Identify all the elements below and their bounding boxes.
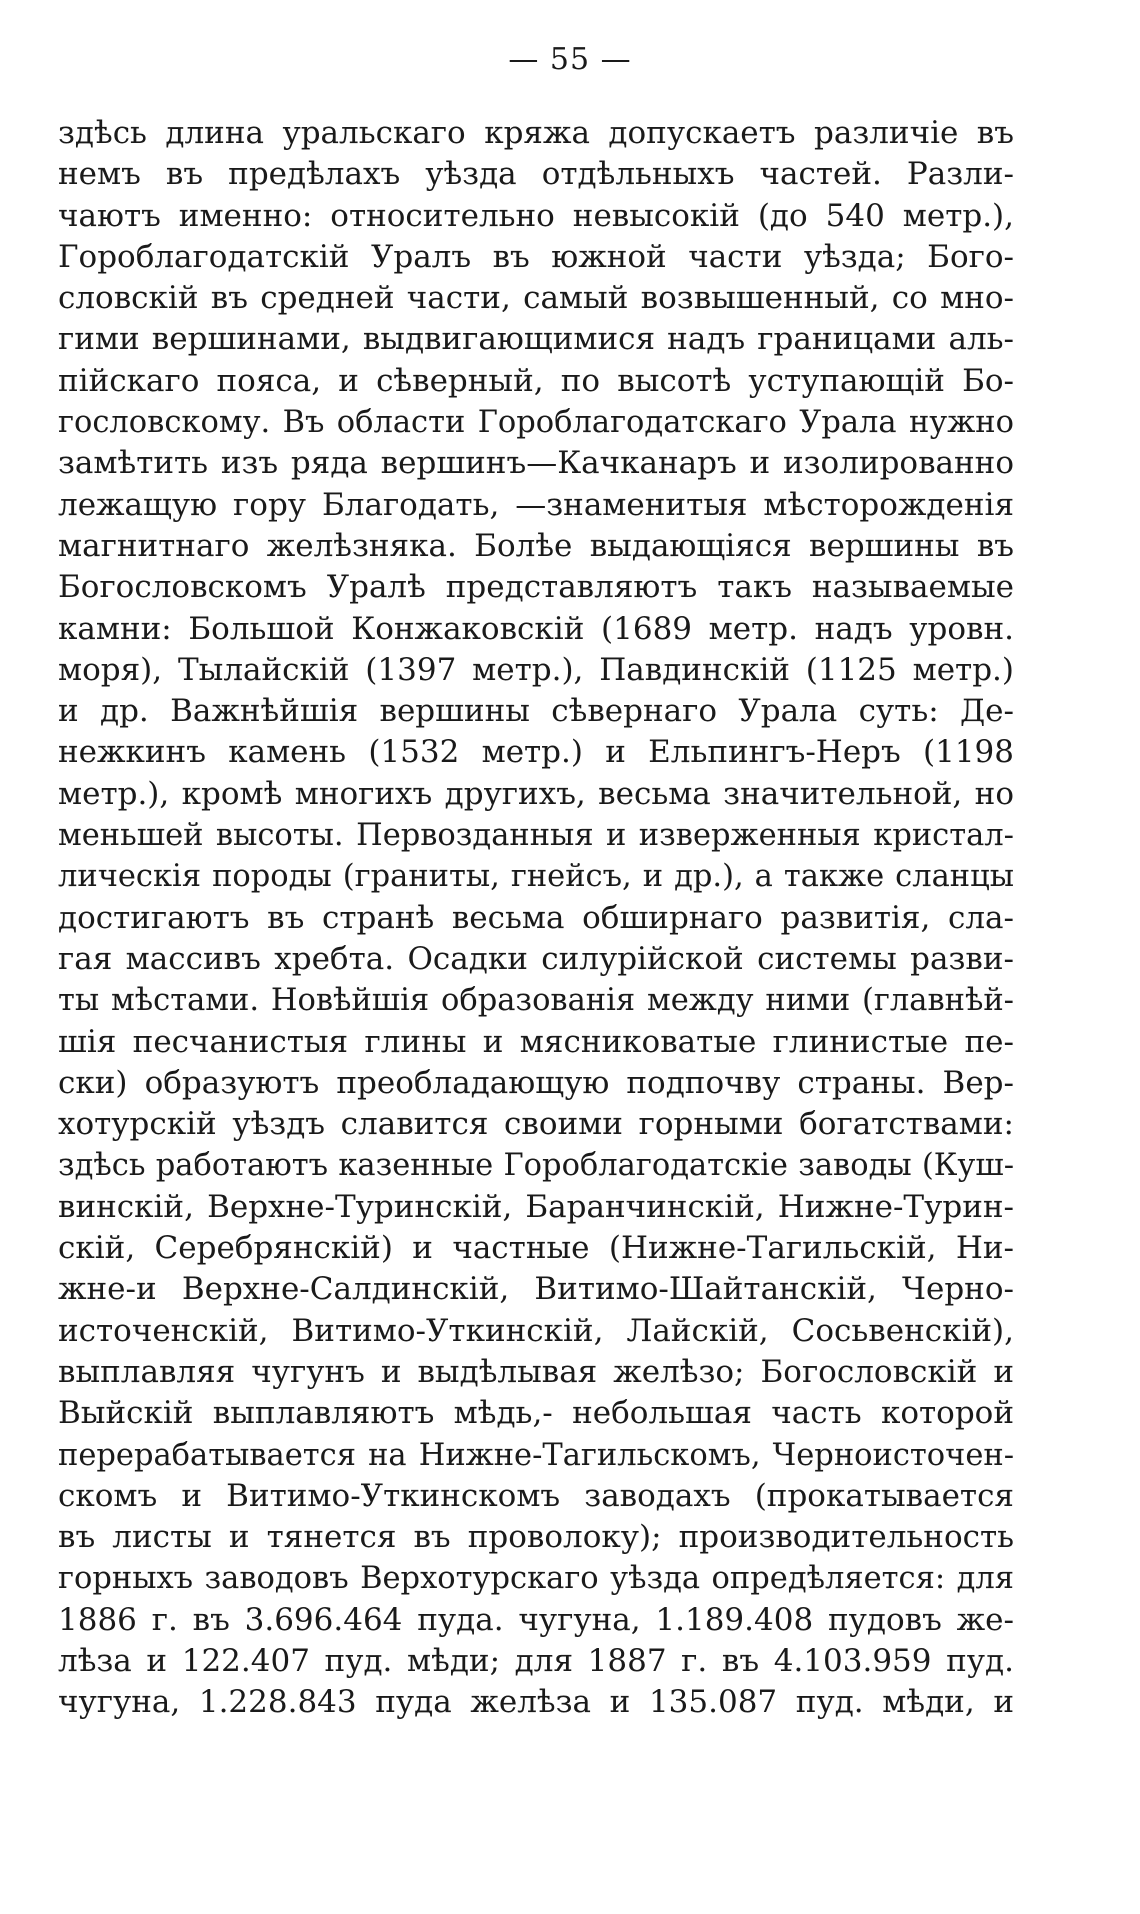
text-line: здѣсь работаютъ казенные Гороблагодатскіе заводы (Куш- [58,1148,1014,1184]
text-line: ски) образуютъ преобладающую подпочву страны. Вер- [58,1064,1014,1101]
text-line: ты мѣстами. Новѣйшія образованія между ними (главнѣй- [58,983,1014,1019]
text-line: словскій въ средней части, самый возвышенный, со мно- [58,280,1014,317]
text-line: замѣтить изъ ряда вершинъ—Качканаръ и изолированно [58,445,1014,482]
text-line: и др. Важнѣйшія вершины сѣвернаго Урала суть: Де- [58,693,1014,730]
text-line: скій, Серебрянскій) и частные (Нижне-Тагильскій, Ни- [58,1230,1014,1267]
text-line: лежащую гору Благодать, —знаменитыя мѣсторожденія [58,486,1014,523]
text-line: въ листы и тянется въ проволоку); производительность [58,1519,1014,1556]
text-line: шія песчанистыя глины и мясниковатые глинистые пе- [58,1023,1014,1060]
text-line: гими вершинами, выдвигающимися надъ границами аль- [58,321,1014,358]
text-line: метр.), кромѣ многихъ другихъ, весьма значительной, но [58,775,1014,812]
text-line: достигаютъ въ странѣ весьма обширнаго развитія, сла- [58,899,1014,936]
text-line: моря), Тылайскій (1397 метр.), Павдинскій (1125 метр.) [58,651,1014,688]
text-line: источенскій, Витимо-Уткинскій, Лайскій, Сосьвенскій), [58,1312,1014,1349]
text-line: жне-и Верхне-Салдинскій, Витимо-Шайтанскій, Черно- [58,1271,1014,1308]
body-text [58,113,1014,1724]
text-line: Выйскій выплавляютъ мѣдь,- небольшая часть которой [58,1395,1014,1432]
text-line: лѣза и 122.407 пуд. мѣди; для 1887 г. въ 4.103.959 пуд. [58,1642,1014,1679]
text-line: Богословскомъ Уралѣ представляютъ такъ называемые [58,569,1014,606]
text-line: гая массивъ хребта. Осадки силурійской системы разви- [58,940,1014,977]
text-line: лическія породы (граниты, гнейсъ, и др.), а также сланцы [58,859,1014,895]
text-line: перерабатывается на Нижне-Тагильскомъ, Черноисточен- [58,1437,1014,1473]
text-line: нежкинъ камень (1532 метр.) и Ельпингъ-Неръ (1198 [58,734,1014,771]
text-line: чугуна, 1.228.843 пуда желѣза и 135.087 пуд. мѣди, и [58,1684,1014,1721]
text-line: здѣсь длина уральскаго кряжа допускаетъ различіе въ [58,115,1014,151]
text-line: Гороблагодатскій Уралъ въ южной части уѣзда; Бого- [58,238,1014,275]
text-line: хотурскій уѣздъ славится своими горными богатствами: [58,1106,1014,1143]
text-line: скомъ и Витимо-Уткинскомъ заводахъ (прокатывается [58,1477,1014,1514]
text-line: винскій, Верхне-Туринскій, Баранчинскій, Нижне-Турин- [58,1188,1014,1225]
text-line: чаютъ именно: относительно невысокій (до 540 метр.), [58,197,1014,234]
text-line: меньшей высоты. Первозданныя и изверженныя кристал- [58,818,1014,854]
page-number: — 55 — [508,42,632,77]
text-line: 1886 г. въ 3.696.464 пуда. чугуна, 1.189.408 пудовъ же- [58,1601,1014,1638]
text-line: горныхъ заводовъ Верхотурскаго уѣзда опредѣляется: для [58,1561,1014,1597]
text-line: выплавляя чугунъ и выдѣлывая желѣзо; Богословскій и [58,1353,1014,1390]
text-line: немъ въ предѣлахъ уѣзда отдѣльныхъ частей. Разли- [58,156,1014,193]
text-line: пійскаго пояса, и сѣверный, по высотѣ уступающій Бо- [58,362,1014,399]
text-line: гословскому. Въ области Гороблагодатскаго Урала нужно [58,405,1014,441]
text-line: камни: Большой Конжаковскій (1689 метр. надъ уровн. [58,610,1014,647]
text-line: магнитнаго желѣзняка. Болѣе выдающіяся вершины въ [58,527,1014,564]
